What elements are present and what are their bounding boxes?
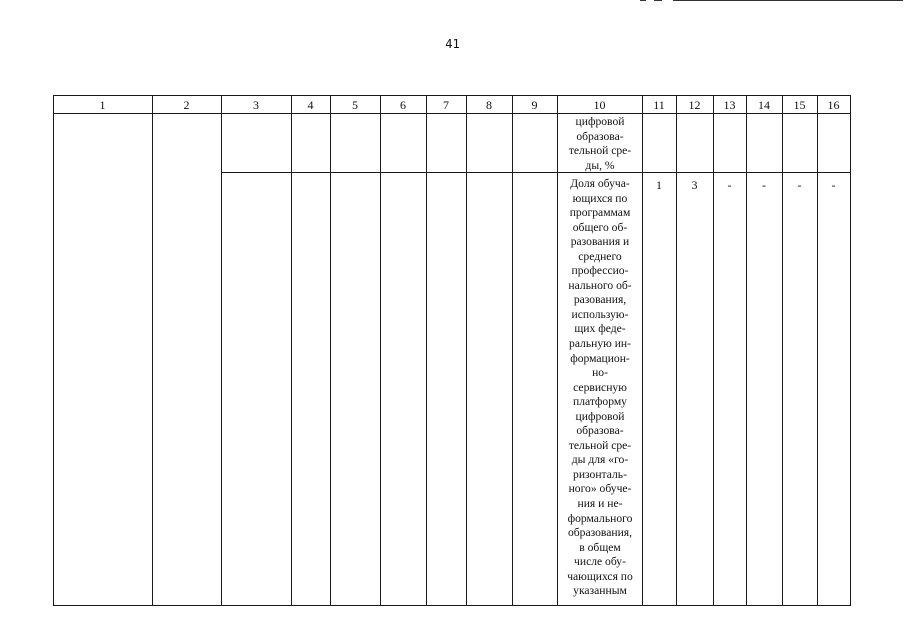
row2-indicator-name <box>557 177 643 599</box>
table-bottom-border <box>53 605 851 606</box>
text-line: программам <box>569 206 631 220</box>
column-header-9: 9 <box>531 98 538 112</box>
column-divider <box>221 95 222 606</box>
text-line: щих феде- <box>574 322 626 336</box>
text-line: ющихся по <box>572 191 628 205</box>
column-divider <box>466 95 467 606</box>
column-header-8: 8 <box>486 98 492 112</box>
column-header-12: 12 <box>688 98 701 112</box>
text-line: формацион- <box>570 351 630 365</box>
column-divider <box>330 95 331 606</box>
row1-indicator-name <box>557 115 643 173</box>
column-header-13: 13 <box>723 98 736 112</box>
text-line: в общем <box>579 540 621 554</box>
text-line: чающихся по <box>567 569 633 583</box>
top-edge-mark <box>640 0 646 1</box>
column-divider <box>676 95 677 606</box>
column-header-15: 15 <box>793 98 806 112</box>
text-line: формального <box>567 511 633 525</box>
column-header-6: 6 <box>400 98 406 112</box>
text-line: тельной сре- <box>568 438 632 452</box>
column-divider <box>746 95 747 606</box>
column-divider <box>713 95 714 606</box>
column-divider <box>817 95 818 606</box>
text-line: общего об- <box>572 220 628 234</box>
column-header-16: 16 <box>827 98 840 112</box>
page-number: 41 <box>445 37 460 51</box>
row2-value-col16: - <box>831 178 836 192</box>
text-line: ного» обуче- <box>568 482 632 496</box>
text-line: цифровой <box>575 115 625 128</box>
column-header-5: 5 <box>352 98 358 112</box>
text-line: ральную ин- <box>569 337 631 351</box>
row-divider <box>221 172 851 173</box>
text-line: указанным <box>573 584 627 598</box>
row2-value-col14: - <box>762 178 766 192</box>
column-divider <box>782 95 783 606</box>
text-line: разования, <box>573 293 627 307</box>
column-divider <box>380 95 381 606</box>
text-line: платформу <box>573 395 627 409</box>
column-header-7: 7 <box>443 98 449 112</box>
text-line: Доля обуча- <box>570 177 630 190</box>
row2-value-col12: 3 <box>691 178 698 192</box>
text-line: нального об- <box>568 278 632 292</box>
text-line: числе обу- <box>574 555 626 569</box>
text-line: профессио- <box>571 264 629 278</box>
text-line: но- <box>592 366 608 380</box>
text-line: использую- <box>571 307 629 321</box>
column-header-11: 11 <box>653 98 665 112</box>
column-divider <box>426 95 427 606</box>
column-header-3: 3 <box>253 98 259 112</box>
text-line: среднего <box>578 249 622 263</box>
text-line: сервисную <box>573 380 627 394</box>
column-header-14: 14 <box>758 98 770 112</box>
column-divider <box>291 95 292 606</box>
column-divider <box>152 95 153 606</box>
text-line: ды, % <box>585 158 615 172</box>
top-edge-mark <box>673 0 903 1</box>
text-line: образова- <box>576 424 624 438</box>
text-line: образова- <box>576 129 624 143</box>
top-edge-mark <box>654 0 662 1</box>
text-line: цифровой <box>575 409 625 423</box>
table-right-border <box>850 95 851 606</box>
column-header-1: 1 <box>99 98 106 112</box>
row2-value-col15: - <box>797 178 802 192</box>
text-line: разования и <box>570 235 630 249</box>
column-divider <box>512 95 513 606</box>
text-line: ризонталь- <box>573 467 627 481</box>
column-header-2: 2 <box>183 98 190 112</box>
text-line: тельной сре- <box>568 144 632 158</box>
text-line: ды для «го- <box>571 453 629 467</box>
column-header-10: 10 <box>593 98 606 112</box>
row2-value-col11: 1 <box>656 178 662 192</box>
row2-value-col13: - <box>727 178 732 192</box>
text-line: образования, <box>567 526 633 540</box>
text-line: ния и не- <box>577 497 623 511</box>
table-left-border <box>53 95 54 606</box>
column-header-4: 4 <box>307 98 314 112</box>
